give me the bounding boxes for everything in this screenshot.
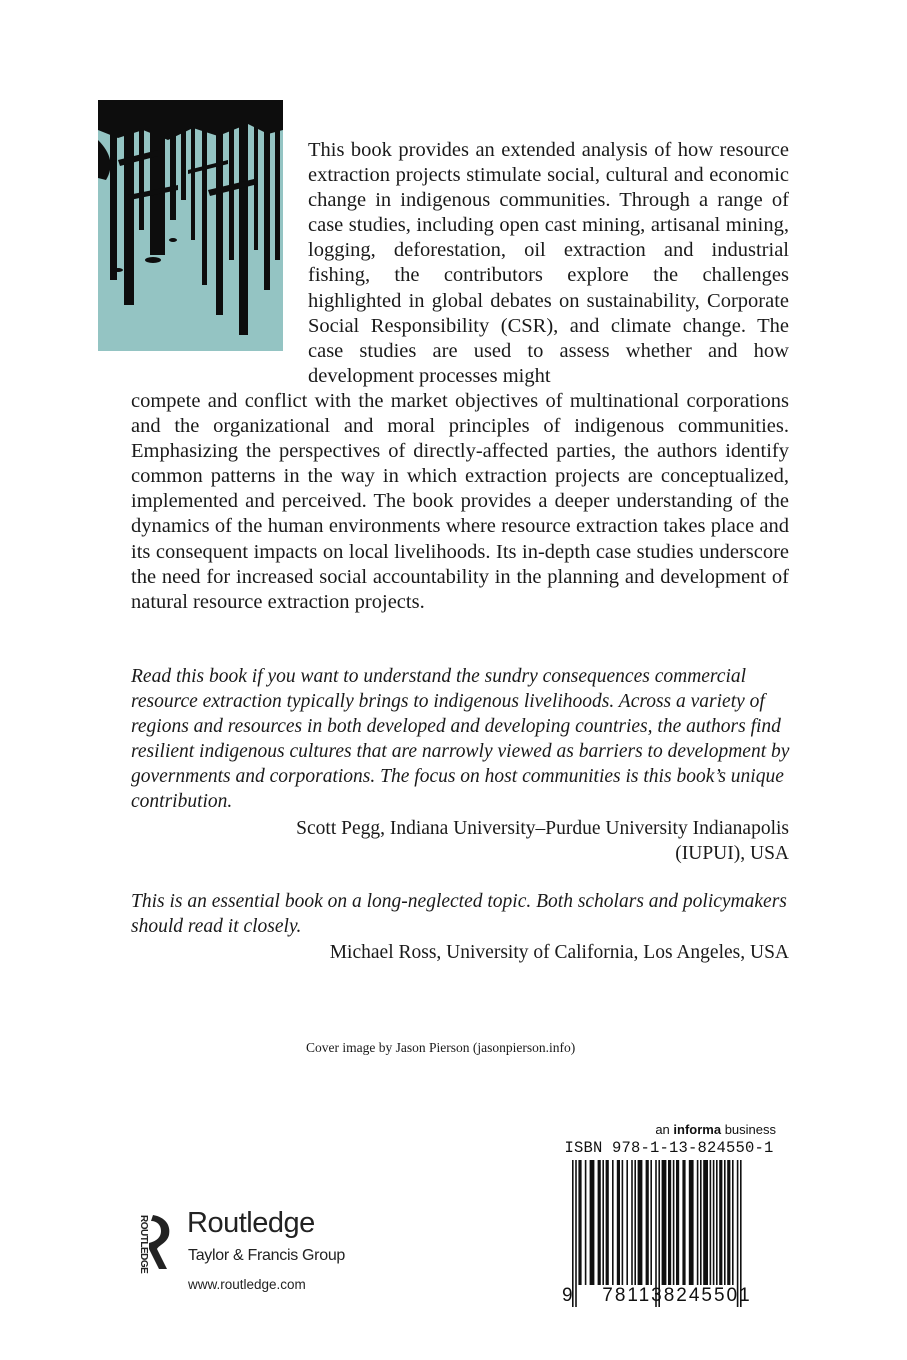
barcode-bar [638,1160,643,1285]
barcode-bar [668,1160,671,1285]
barcode-bar [646,1160,649,1285]
publisher-name: Routledge [187,1207,315,1239]
barcode-bar [676,1160,679,1285]
publisher-block [131,1207,391,1307]
barcode-bar [602,1160,604,1285]
isbn-block [560,1139,778,1307]
barcode-bar [673,1160,675,1285]
publisher-logo-text: ROUTLEDGE [138,1215,149,1274]
informa-brand: informa [673,1122,722,1137]
informa-business-label: an informa business [655,1122,776,1137]
barcode-bar [682,1160,685,1285]
barcode-bar [732,1160,734,1285]
description-paragraph-part2: compete and conflict with the market objectives of multinational corporations and the organizational and moral principles of indigenous communities. Emphasizing the perspectives of directly-affected parties, the authors identify common patterns in the way in which extraction projects are conceptualized, implemented and perceived. The book provides a deeper understanding of the dynamics of the human environments where resource extraction takes place and its consequent impacts on local livelihoods. Its in-depth case studies underscore the need for increased social accountability in the planning and development of natural resource extraction projects. [131,390,789,613]
barcode-bar [606,1160,609,1285]
endorsement-attribution-1-line1: Scott Pegg, Indiana University–Purdue University Indianapolis [296,818,789,839]
barcode-digit-string: 781138245501 [602,1285,752,1306]
barcode-bar [626,1160,628,1285]
barcode-bar [719,1160,722,1285]
barcode-bar [585,1160,587,1285]
cover-thumbnail [98,100,283,351]
description-paragraph-part1: This book provides an extended analysis of how resource extraction projects stimulate social, cultural and economic change in indigenous communities. Through a range of case studies, including open cast mining, artisanal mining, logging, deforestation, oil extraction and industrial fishing, the contributors explore the challenges highlighted in global debates on sustainability, Corporate Social Responsibility (CSR), and climate change. The case studies are used to assess whether and how development processes might [308,139,789,387]
barcode-bar [716,1160,718,1285]
barcode-bar [703,1160,708,1285]
endorsement-attribution-1-line2: (IUPUI), USA [675,843,789,864]
barcode-bar [727,1160,730,1285]
barcode-bar [612,1160,614,1285]
barcode-bar [650,1160,652,1285]
publisher-group: Taylor & Francis Group [188,1247,346,1264]
barcode-bar [590,1160,595,1285]
barcode-bar [697,1160,699,1285]
publisher-website: www.routledge.com [188,1277,306,1292]
endorsement-quote-2: This is an essential book on a long-neglected topic. Both scholars and policymakers should read it closely. [131,891,787,938]
barcode-lead-digit: 9 [562,1285,574,1306]
barcode-bar [622,1160,624,1285]
isbn-label: ISBN 978-1-13-824550-1 [564,1139,774,1157]
routledge-logo-icon [131,1213,175,1274]
endorsement-attribution-2: Michael Ross, University of California, Los Angeles, USA [329,942,789,963]
barcode-bar [617,1160,620,1285]
barcode-bar [634,1160,636,1285]
endorsement-quote-1: Read this book if you want to understand the sundry consequences commercial resource extraction typically brings to indigenous livelihoods. Across a variety of regions and resources in both developed and developing countries, the authors find resilient indigenous cultures that are narrowly viewed as barriers to development by governments and corporations. The focus on host communities is this book’s unique contribution. [131,666,790,813]
barcode-bar [662,1160,667,1285]
barcode-bar [713,1160,715,1285]
barcode-bar [631,1160,633,1285]
barcode-bar [598,1160,601,1285]
barcode-bar [578,1160,581,1285]
barcode-bar [710,1160,712,1285]
barcode-bar [700,1160,702,1285]
barcode-bar [689,1160,694,1285]
barcode-bar [724,1160,726,1285]
cover-image-credit: Cover image by Jason Pierson (jasonpierson.info) [306,1040,576,1055]
